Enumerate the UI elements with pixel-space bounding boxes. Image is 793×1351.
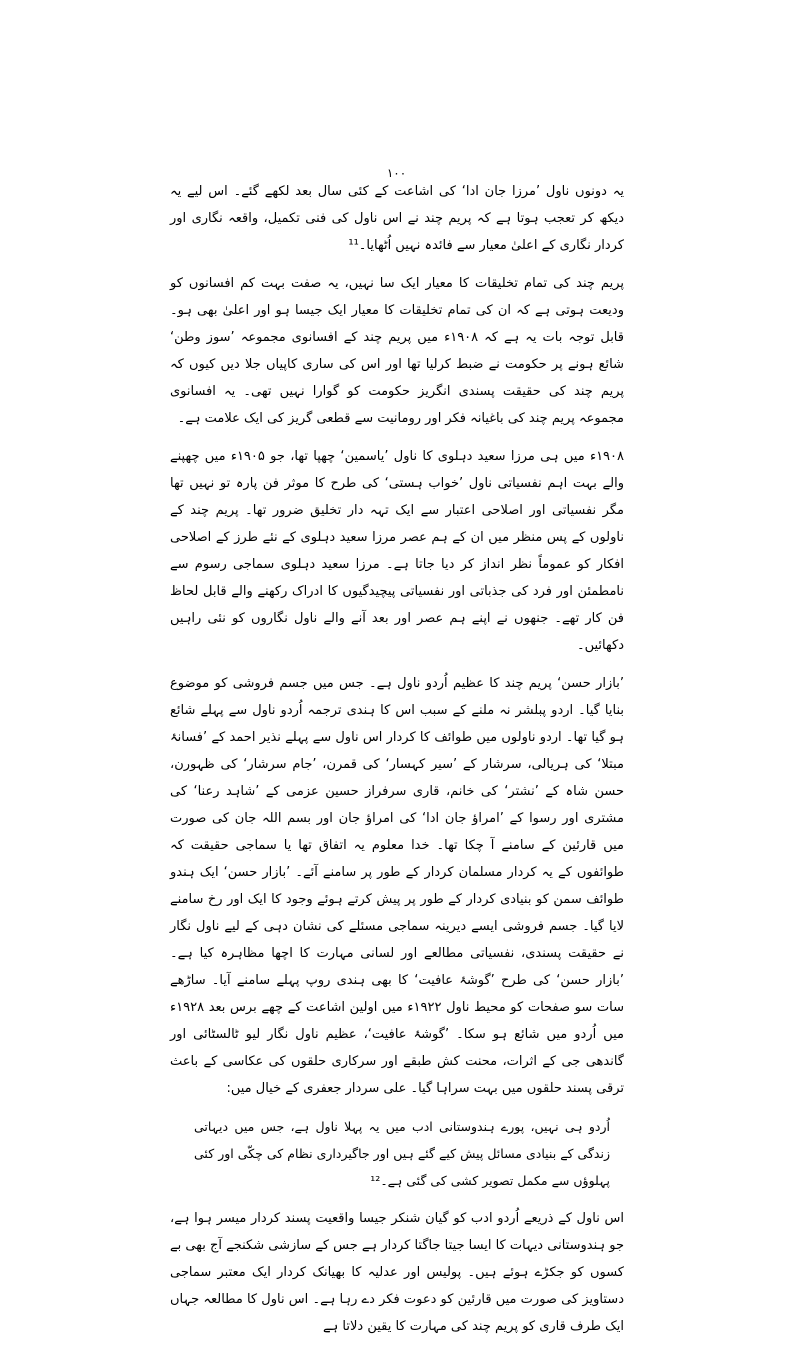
paragraph-5: اس ناول کے ذریعے اُردو ادب کو گیان شنکر جیسا واقعیت پسند کردار میسر ہوا ہے، جو ہندوستانی دیہات کا ایسا جیتا جاگتا کردار ہے جس کے سازشی شکنجے آج بھی بے کسوں کو جکڑے ہوئے ہیں۔ پولیس اور عدلیہ کا بھیانک کردار ایک معتبر سماجی دستاویز کی صورت میں قارئین کو دعوت فکر دے رہا ہے۔ اس ناول کا مطالعہ جہاں ایک طرف قاری کو پریم چند کی مہارت کا یقین دلاتا ہے [170, 1211, 624, 1334]
paragraph-4: ’بازار حسن‘ پریم چند کا عظیم اُردو ناول ہے۔ جس میں جسم فروشی کو موضوع بنایا گیا۔ اردو پبلشر نہ ملنے کے سبب اس کا ہندی ترجمہ اُردو ناول سے پہلے شائع ہو گیا تھا۔ اردو ناولوں میں طوائف کا کردار اس ناول سے پہلے نذیر احمد کے ’فسانۂ مبتلا‘ کی ہریالی، سرشار کے ’سیر کہسار‘ کی قمرن، ’جام سرشار‘ کی ظہورن، حسن شاہ کے ’نشتر‘ کی خانم، قاری سرفراز حسین عزمی کے ’شاہد رعنا‘ کی مشتری اور رسوا کے ’امراؤ جان ادا‘ کی امراؤ جان اور بسم اللہ جان کی صورت میں قارئین کے سامنے آ چکا تھا۔ خدا معلوم یہ اتفاق تھا یا سماجی حقیقت کہ طوائفوں کے یہ کردار مسلمان کردار کے طور پر سامنے آئے۔ ’بازار حسن‘ ایک ہندو طوائف سمن کو بنیادی کردار کے طور پر پیش کرتے ہوئے وجود کا ایک اور رخ سامنے لایا گیا۔ جسم فروشی ایسے دیرینہ سماجی مسئلے کی نشان دہی کے لیے ناول نگار نے حقیقت پسندی، نفسیاتی مطالعے اور لسانی مہارت کا اچھا مظاہرہ کیا ہے۔ ’بازار حسن‘ کی طرح ’گوشۂ عافیت‘ کا بھی ہندی روپ پہلے سامنے آیا۔ ساڑھے سات سو صفحات کو محیط ناول ۱۹۲۲ء میں اولین اشاعت کے چھے برس بعد ۱۹۲۸ء میں اُردو میں شائع ہو سکا۔ ’گوشۂ عافیت‘، عظیم ناول نگار لیو ٹالسٹائی اور گاندھی جی کے اثرات، محنت کش طبقے اور سرکاری حلقوں کی عکاسی کے باعث ترقی پسند حلقوں میں بہت سراہا گیا۔ علی سردار جعفری کے خیال میں: [170, 676, 625, 1096]
page-number: ۱۰۰ [386, 166, 407, 180]
paragraph-1: یہ دونوں ناول ’مرزا جان ادا‘ کی اشاعت کے کئی سال بعد لکھے گئے۔ اس لیے یہ دیکھ کر تعجب ہوتا ہے کہ پریم چند نے اس ناول کی فنی تکمیل، واقعہ نگاری اور کردار نگاری کے اعلیٰ معیار سے فائدہ نہیں اُٹھایا۔¹¹ [170, 184, 624, 253]
paragraph-2: پریم چند کی تمام تخلیقات کا معیار ایک سا نہیں، یہ صفت بہت کم افسانوں کو ودیعت ہوتی ہے کہ ان کی تمام تخلیقات کا معیار ایک جیسا ہو اور اعلیٰ بھی ہو۔ قابل توجہ بات یہ ہے کہ ۱۹۰۸ء میں پریم چند کے افسانوی مجموعہ ’سوز وطن‘ شائع ہونے پر حکومت نے ضبط کرلیا تھا اور اس کی ساری کاپیاں جلا دیں کیوں کہ پریم چند کی حقیقت پسندی انگریز حکومت کو گوارا نہیں تھی۔ یہ افسانوی مجموعہ پریم چند کی باغیانہ فکر اور رومانیت سے قطعی گریز کی ایک علامت ہے۔ [170, 276, 624, 426]
paragraph-3: ۱۹۰۸ء میں ہی مرزا سعید دہلوی کا ناول ’یاسمین‘ چھپا تھا، جو ۱۹۰۵ء میں چھپنے والے بہت اہم نفسیاتی ناول ’خواب ہستی‘ کی طرح کا موثر فن پارہ تو نہیں تھا مگر نفسیاتی اور اصلاحی اعتبار سے ایک تہہ دار تخلیق ضرور تھا۔ پریم چند کے ناولوں کے پس منظر میں ان کے ہم عصر مرزا سعید دہلوی کے نئے طرز کے اصلاحی افکار کو عموماً نظر انداز کر دیا جاتا ہے۔ مرزا سعید دہلوی سماجی رسوم سے نامطمئن اور فرد کی جذباتی اور نفسیاتی پیچیدگیوں کا ادراک رکھنے والے قابل لحاظ فن کار تھے۔ جنھوں نے اپنے ہم عصر اور بعد آنے والے ناول نگاروں کو نئی راہیں دکھائیں۔ [170, 449, 624, 653]
block-quote: اُردو ہی نہیں، پورے ہندوستانی ادب میں یہ پہلا ناول ہے، جس میں دیہاتی زندگی کے بنیادی مسائل پیش کیے گئے ہیں اور جاگیرداری نظام کی چکّی اور کئی پہلوؤں سے مکمل تصویر کشی کی گئی ہے۔¹² [194, 1119, 610, 1188]
body-text [170, 178, 624, 1351]
